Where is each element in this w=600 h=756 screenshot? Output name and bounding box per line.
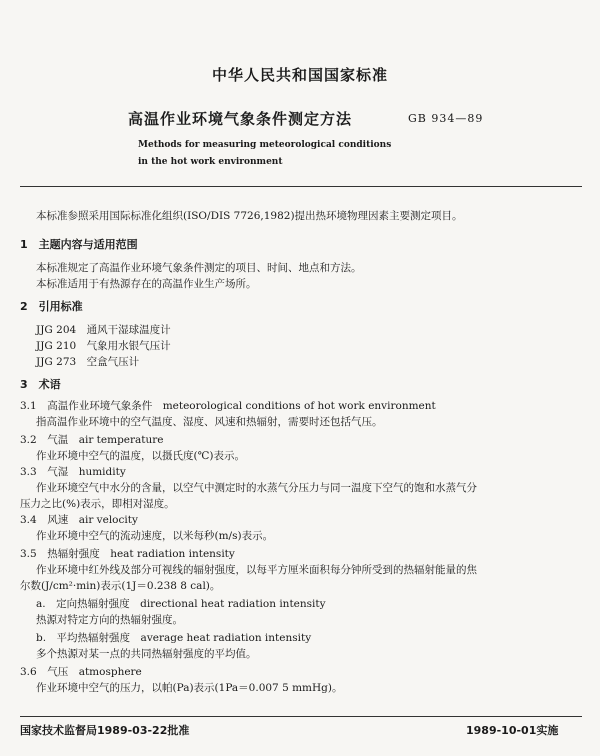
term-3-1-heading: 3.1 高温作业环境气象条件 meteorological conditions of hot work environment (20, 400, 436, 412)
term-3-6-definition: 作业环境中空气的压力，以帕(Pa)表示(1Pa＝0.007 5 mmHg)。 (36, 682, 343, 694)
term-3-5-a-definition: 热源对特定方向的热辐射强度。 (36, 614, 183, 626)
footer-divider (20, 716, 582, 717)
term-3-1-definition: 指高温作业环境中的空气温度、湿度、风速和热辐射，需要时还包括气压。 (36, 416, 383, 428)
term-3-2-definition: 作业环境中空气的温度，以摄氏度(℃)表示。 (36, 450, 245, 462)
section-1-para-1: 本标准规定了高温作业环境气象条件测定的项目、时间、地点和方法。 (36, 262, 362, 274)
standard-code: GB 934—89 (408, 112, 484, 125)
reference-item: JJG 273 空盒气压计 (36, 356, 140, 368)
term-3-4-definition: 作业环境中空气的流动速度，以米每秒(m/s)表示。 (36, 530, 274, 542)
term-3-5-definition: 作业环境中红外线及部分可视线的辐射强度，以每平方厘米面积每分钟所受到的热辐射能量的焦 (36, 564, 477, 576)
term-3-5-heading: 3.5 热辐射强度 heat radiation intensity (20, 548, 235, 560)
term-3-4-heading: 3.4 风速 air velocity (20, 514, 138, 526)
title-divider (20, 186, 582, 187)
term-3-6-heading: 3.6 气压 atmosphere (20, 666, 142, 678)
english-title-line2: in the hot work environment (138, 157, 283, 167)
term-3-5-definition-cont: 尔数(J/cm²·min)表示(1J＝0.238 8 cal)。 (20, 580, 221, 592)
implementation-date: 1989-10-01实施 (466, 724, 559, 737)
term-3-3-definition-cont: 压力之比(%)表示，即相对湿度。 (20, 498, 175, 510)
term-3-5-a-heading: a. 定向热辐射强度 directional heat radiation intensity (36, 598, 326, 610)
term-3-5-b-definition: 多个热源对某一点的共同热辐射强度的平均值。 (36, 648, 257, 660)
section-1-para-2: 本标准适用于有热源存在的高温作业生产场所。 (36, 278, 257, 290)
english-title-line1: Methods for measuring meteorological conditions (138, 140, 392, 150)
term-3-5-b-heading: b. 平均热辐射强度 average heat radiation intensity (36, 632, 312, 644)
section-1-heading: 1 主题内容与适用范围 (20, 238, 138, 251)
document-title: 高温作业环境气象条件测定方法 (128, 110, 353, 128)
section-3-heading: 3 术语 (20, 378, 61, 391)
reference-item: JJG 210 气象用水银气压计 (36, 340, 171, 352)
national-standard-header: 中华人民共和国国家标准 (211, 66, 388, 84)
intro-paragraph: 本标准参照采用国际标准化组织(ISO/DIS 7726,1982)提出热环境物理因素主要测定项目。 (36, 210, 463, 222)
term-3-3-definition: 作业环境空气中水分的含量，以空气中测定时的水蒸气分压力与同一温度下空气的饱和水蒸气分 (36, 482, 477, 494)
section-2-heading: 2 引用标准 (20, 300, 83, 313)
reference-item: JJG 204 通风干湿球温度计 (36, 324, 171, 336)
term-3-2-heading: 3.2 气温 air temperature (20, 434, 164, 446)
term-3-3-heading: 3.3 气湿 humidity (20, 466, 126, 478)
approval-date: 国家技术监督局1989-03-22批准 (20, 724, 190, 737)
